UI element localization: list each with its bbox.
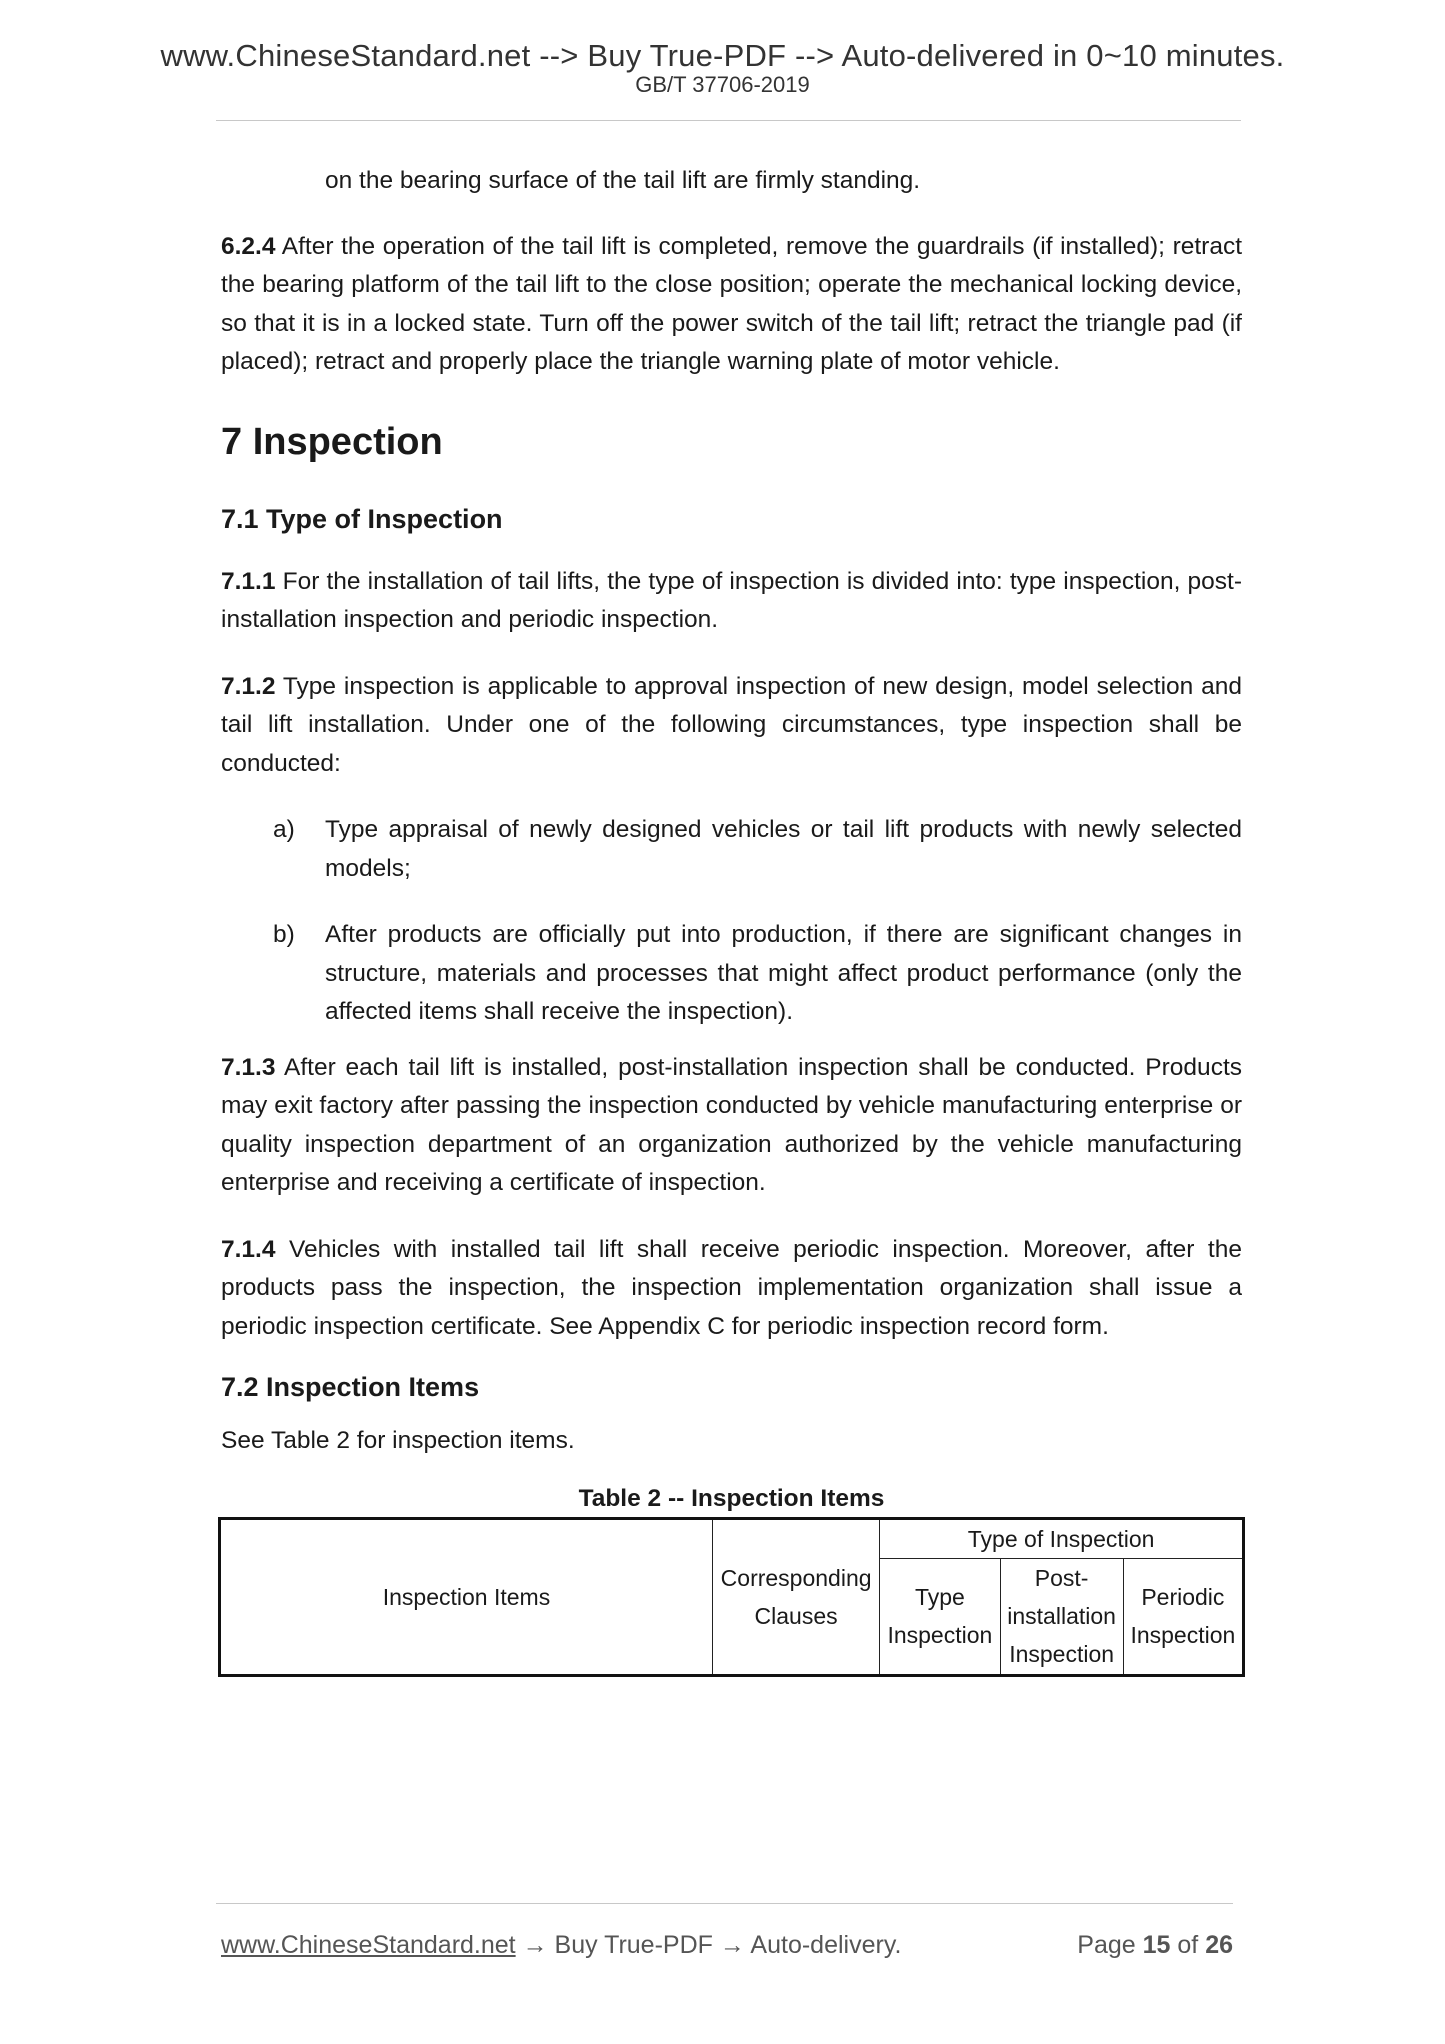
clause-text: After each tail lift is installed, post-installation inspection shall be conducted. Products may exit factory after passing the inspection conducted by vehicle manufacturing enterprise or quality inspection department of an organization authorized by the vehicle manufacturing enterprise and receiving a certificate of inspection. [221,1053,1242,1196]
header-periodic-line: Inspection [1130,1622,1236,1648]
table-caption: Table 2 -- Inspection Items [578,1484,885,1512]
clause-text: Type inspection is applicable to approval inspection of new design, model selection and tail lift installation. Under one of the following circumstances, type inspection shall be conducted: [221,672,1242,777]
table-reference: See Table 2 for inspection items. [221,1427,575,1454]
list-item-text: After products are officially put into production, if there are significant changes in structure, materials and processes that might affect product performance (only the affected items shall receive the inspection). [325,921,1242,1025]
header-type-of-inspection: Type of Inspection [880,1518,1244,1558]
site-banner: www.ChineseStandard.net --> Buy True-PDF --> Auto-delivered in 0~10 minutes. [160,38,1285,73]
page-total: 26 [1205,1931,1233,1959]
page-indicator [1077,1931,1233,1960]
header-type-line: Inspection [887,1622,993,1648]
footer-arrow: → [712,1931,751,1959]
page-number: 15 [1142,1931,1171,1959]
clause-7-1-1 [221,563,1242,640]
footer-arrow: → [515,1931,555,1959]
clause-7-1-3 [221,1049,1242,1203]
header-divider [216,120,1241,121]
page-label: Page [1077,1931,1136,1959]
header-periodic-line: Periodic [1141,1584,1225,1610]
header-clauses-line: Corresponding [720,1564,872,1591]
clause-7-1-2 [221,668,1242,784]
footer-delivery-text: Auto-delivery. [750,1931,902,1959]
clause-7-1-4 [221,1231,1242,1347]
clause-6-2-4 [221,228,1242,382]
heading-7-1: 7.1 Type of Inspection [221,503,503,534]
clause-text: Vehicles with installed tail lift shall receive periodic inspection. Moreover, after the products pass the inspection, the inspection implementation organization shall issue a periodic inspection certificate. See Appendix C for periodic inspection record form. [221,1235,1242,1340]
clause-number: 7.1.3 [221,1053,276,1081]
clause-number: 7.1.4 [221,1235,276,1263]
list-item-text: Type appraisal of newly designed vehicles or tail lift products with newly selected models; [325,816,1242,882]
header-post-line: Post- [1034,1565,1089,1591]
document-number: GB/T 37706-2019 [635,72,810,97]
list-item-label: b) [273,921,295,948]
header-corresponding-clauses [712,1518,879,1675]
header-post-line: Inspection [1009,1641,1115,1667]
clause-text: For the installation of tail lifts, the type of inspection is divided into: type inspection, post-installation inspection and periodic inspection. [221,567,1242,633]
clause-number: 7.1.2 [221,672,276,700]
header-clauses-line: Clauses [754,1602,838,1629]
page-footer [221,1931,1233,1960]
header-inspection-items: Inspection Items [220,1518,713,1675]
clause-text: After the operation of the tail lift is completed, remove the guardrails (if installed); retract the bearing platform of the tail lift to the close position; operate the mechanical locking device, so that it is in a locked state. Turn off the power switch of the tail lift; retract the triangle pad (if placed); retract and properly place the triangle warning plate of motor vehicle. [221,232,1242,375]
header-post-line: installation [1007,1603,1116,1629]
footer-buy-text: Buy True-PDF [554,1931,713,1959]
inspection-items-table [218,1517,1245,1677]
clause-number: 6.2.4 [221,232,276,260]
heading-7: 7 Inspection [221,420,443,463]
continuation-line: on the bearing surface of the tail lift are firmly standing. [325,167,921,194]
footer-divider [216,1903,1233,1904]
footer-site-link[interactable]: www.ChineseStandard.net [221,1931,516,1959]
list-item [221,916,1242,1032]
header-type-inspection [880,1558,1000,1675]
header-type-line: Type [914,1584,965,1610]
page-content [221,162,1242,1677]
list-item [221,811,1242,888]
heading-7-2: 7.2 Inspection Items [221,1372,480,1402]
of-label: of [1177,1931,1199,1959]
clause-number: 7.1.1 [221,567,276,595]
header-periodic-inspection [1123,1558,1243,1675]
list-item-label: a) [273,816,295,843]
header-post-installation-inspection [1000,1558,1123,1675]
